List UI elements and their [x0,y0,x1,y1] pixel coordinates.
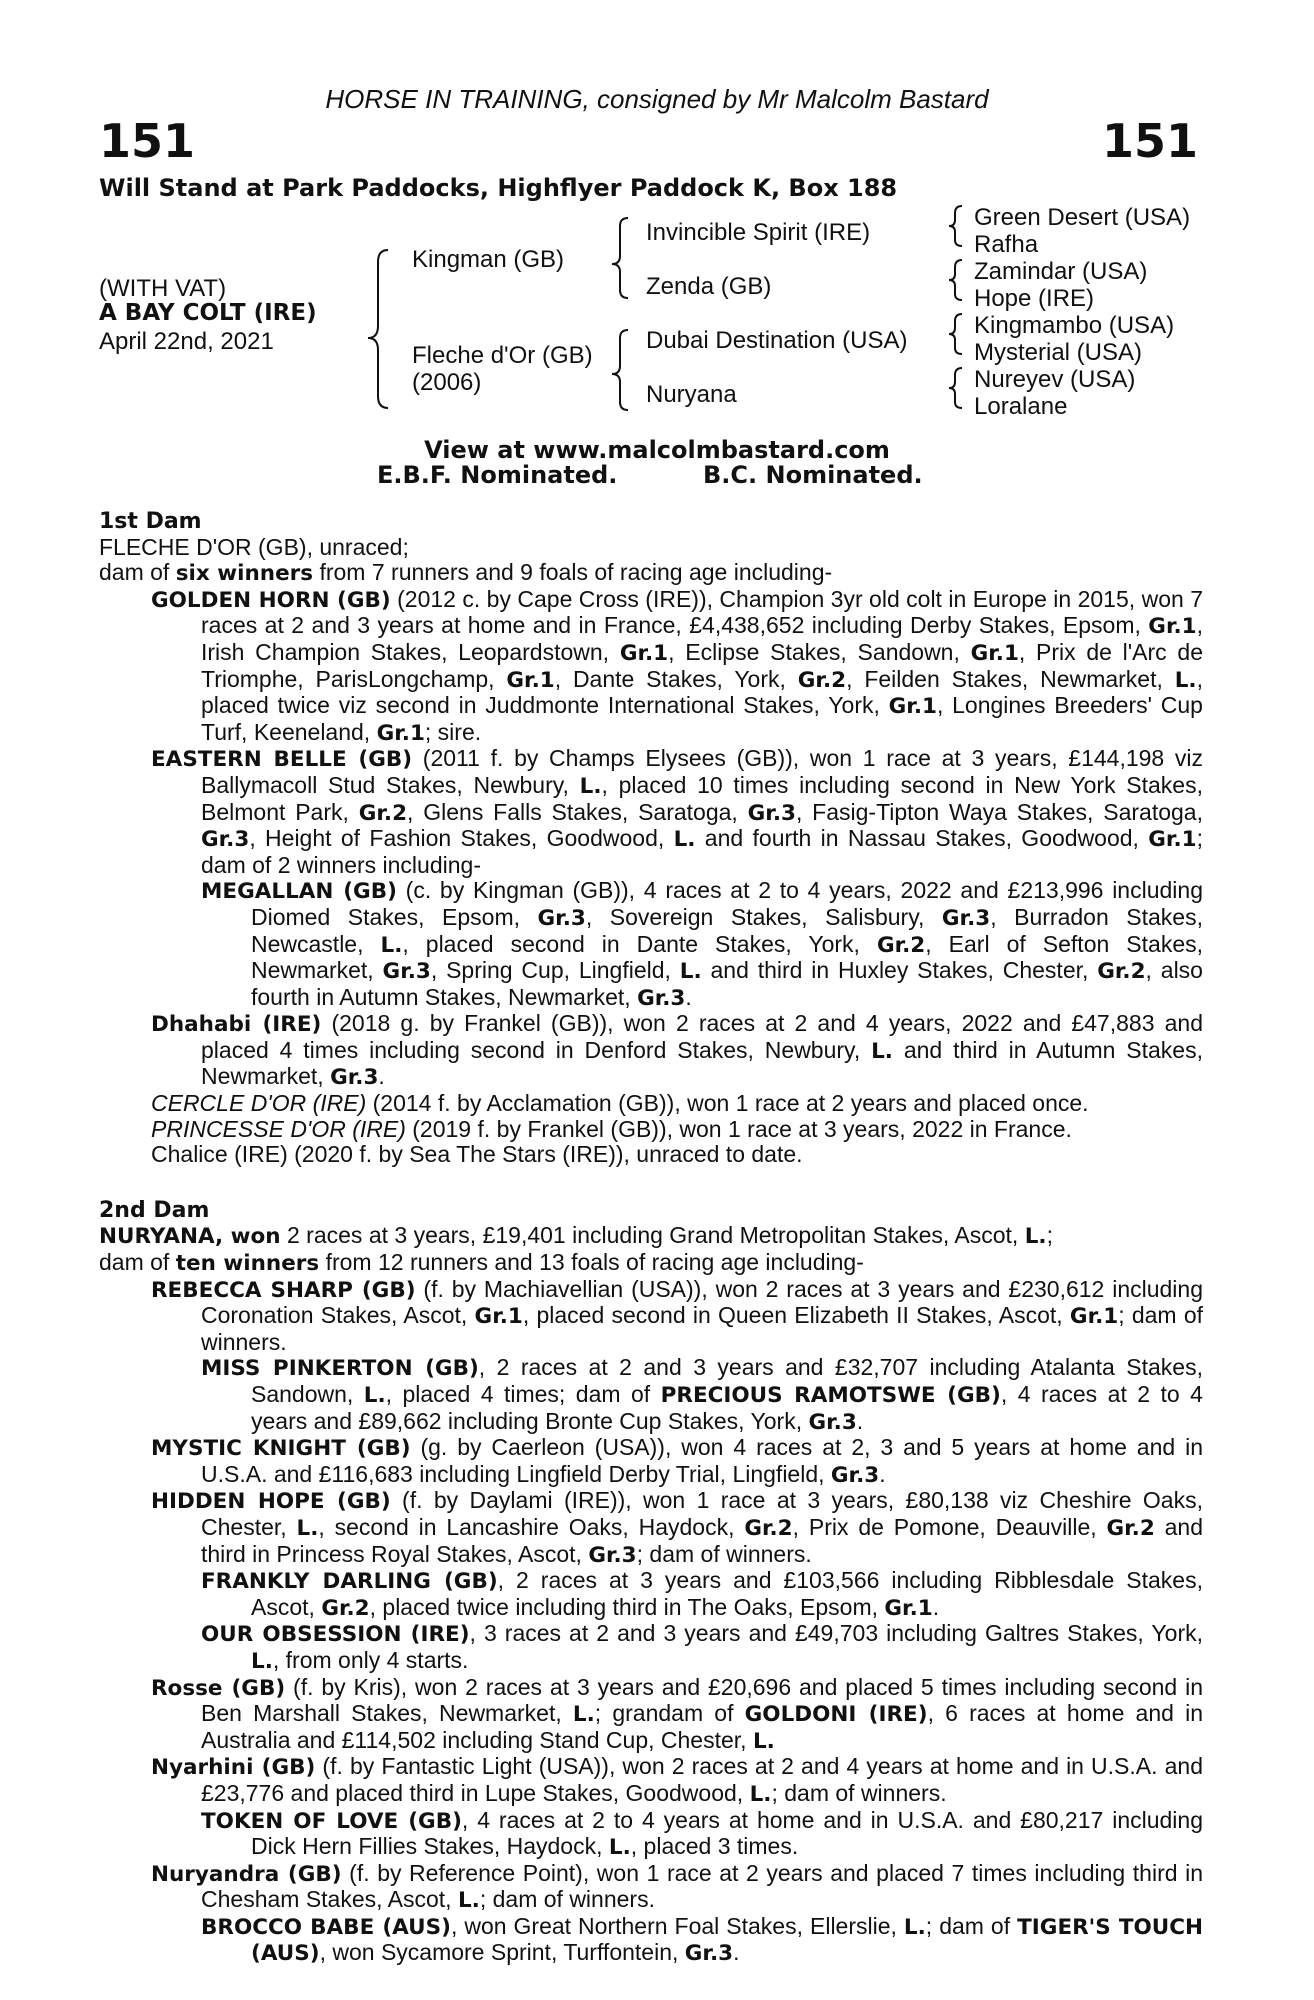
bracket-main [368,250,388,408]
entry-mystic-knight: MYSTIC KNIGHT (GB) (g. by Caerleon (USA)), won 4 races at 2, 3 and 5 years at home and in U.S.A. and £116,683 including Lingfield Derby Trial, Lingfield, Gr.3. [151,1434,1203,1488]
entry-frankly-darling: FRANKLY DARLING (GB), 2 races at 3 years and £103,566 including Ribblesdale Stakes, Ascot, Gr.2, placed twice including third in The Oaks, Epsom, Gr.1. [201,1567,1203,1621]
sss: Green Desert (USA) [974,204,1191,231]
dam1-line: FLECHE D'OR (GB), unraced; [99,533,409,560]
ddd: Loralane [974,393,1068,420]
horse-dob: April 22nd, 2021 [99,328,274,355]
dam-dam: Nuryana [646,381,737,408]
bracket-sd [949,260,962,300]
ssd: Rafha [974,231,1039,258]
entry-dhahabi: Dhahabi (IRE) (2018 g. by Frankel (GB)), won 2 races at 2 and 4 years, 2022 and £47,883 and placed 4 times including second in Denford Stakes, Newbury, L. and third in Autumn Stakes, Newmarket, Gr.3. [151,1010,1203,1091]
bracket-ds [949,314,962,354]
entry-rebecca-sharp: REBECCA SHARP (GB) (f. by Machiavellian (USA)), won 2 races at 3 years and £230,612 including Coronation Stakes, Ascot, Gr.1, placed second in Queen Elizabeth II Stakes, Ascot, Gr.1; dam of winners. [151,1275,1203,1355]
first-dam-heading: 1st Dam [99,509,202,534]
sire: Kingman (GB) [412,246,565,273]
sire-dam: Zenda (GB) [646,273,772,300]
dss: Kingmambo (USA) [974,312,1175,339]
dam2-produce: dam of ten winners from 12 runners and 13 foals of racing age including- [99,1249,864,1277]
entry-princesse-dor: PRINCESSE D'OR (IRE) (2019 f. by Frankel (GB)), won 1 race at 3 years, 2022 in France. [151,1115,1072,1142]
stand-location: Will Stand at Park Paddocks, Highflyer Paddock K, Box 188 [99,174,898,202]
dam2-line: NURYANA, won 2 races at 3 years, £19,401 including Grand Metropolitan Stakes, Ascot, L.; [99,1222,1053,1250]
entry-nyarhini: Nyarhini (GB) (f. by Fantastic Light (USA)), won 2 races at 2 and 4 years at home and in U.S.A. and £23,776 and placed third in Lupe Stakes, Goodwood, L.; dam of winners. [151,1753,1203,1807]
bracket-dam [612,330,628,410]
vat-note: (WITH VAT) [99,275,227,302]
sdd: Hope (IRE) [974,285,1095,312]
dam1-produce: dam of six winners from 7 runners and 9 foals of racing age including- [99,559,833,587]
dsd: Mysterial (USA) [974,339,1143,366]
sire-sire: Invincible Spirit (IRE) [646,219,871,246]
bc-nominated: B.C. Nominated. [703,461,923,489]
view-link[interactable]: View at www.malcolmbastard.com [424,436,890,464]
horse-name: A BAY COLT (IRE) [99,300,317,326]
page-header: HORSE IN TRAINING, consigned by Mr Malcolm Bastard [325,84,989,114]
entry-cercle-dor: CERCLE D'OR (IRE) (2014 f. by Acclamation (GB)), won 1 race at 2 years and placed once. [151,1090,1089,1117]
entry-miss-pinkerton: MISS PINKERTON (GB), 2 races at 2 and 3 years and £32,707 including Atalanta Stakes, Sandown, L., placed 4 times; dam of PRECIOUS RAMOTSWE (GB), 4 races at 2 to 4 years and £89,662 including Bronte Cup Stakes, York, Gr.3. [201,1354,1203,1435]
entry-golden-horn: GOLDEN HORN (GB) (2012 c. by Cape Cross (IRE)), Champion 3yr old colt in Europe in 2015, won 7 races at 2 and 3 years at home and in France, £4,438,652 including Derby Stakes, Epsom, Gr.1, Irish Champion Stakes, Leopardstown, Gr.1, Eclipse Stakes, Sandown, Gr.1, Prix de l'Arc de Triomphe, ParisLongchamp, Gr.1, Dante Stakes, York, Gr.2, Feilden Stakes, Newmarket, L., placed twice viz second in Juddmonte International Stakes, York, Gr.1, Longines Breeders' Cup Turf, Keeneland, Gr.1; sire. [151,585,1203,746]
entry-rosse: Rosse (GB) (f. by Kris), won 2 races at 3 years and £20,696 and placed 5 times including second in Ben Marshall Stakes, Newmarket, L.; grandam of GOLDONI (IRE), 6 races at home and in Australia and £114,502 including Stand Cup, Chester, L. [151,1673,1203,1754]
entry-eastern-belle: EASTERN BELLE (GB) (2011 f. by Champs Elysees (GB)), won 1 race at 3 years, £144,198 viz Ballymacoll Stud Stakes, Newbury, L., placed 10 times including second in New York Stakes, Belmont Park, Gr.2, Glens Falls Stakes, Saratoga, Gr.3, Fasig-Tipton Waya Stakes, Saratoga, Gr.3, Height of Fashion Stakes, Goodwood, L. and fourth in Nassau Stakes, Goodwood, Gr.1; dam of 2 winners including- [151,745,1203,878]
bracket-ss [949,206,962,246]
bracket-sire [612,218,628,298]
entry-hidden-hope: HIDDEN HOPE (GB) (f. by Daylami (IRE)), won 1 race at 3 years, £80,138 viz Cheshire Oaks, Chester, L., second in Lancashire Oaks, Haydock, Gr.2, Prix de Pomone, Deauville, Gr.2 and third in Princess Royal Stakes, Ascot, Gr.3; dam of winners. [151,1487,1203,1568]
sds: Zamindar (USA) [974,258,1148,285]
entry-token-of-love: TOKEN OF LOVE (GB), 4 races at 2 to 4 years at home and in U.S.A. and £80,217 including Dick Hern Fillies Stakes, Haydock, L., placed 3 times. [201,1806,1203,1861]
ebf-nominated: E.B.F. Nominated. [377,461,618,489]
lot-number-left: 151 [99,114,196,168]
entry-our-obsession: OUR OBSESSION (IRE), 3 races at 2 and 3 years and £49,703 including Galtres Stakes, York, L., from only 4 starts. [201,1620,1204,1674]
entry-megallan: MEGALLAN (GB) (c. by Kingman (GB)), 4 races at 2 to 4 years, 2022 and £213,996 including Diomed Stakes, Epsom, Gr.3, Sovereign Stakes, Salisbury, Gr.3, Burradon Stakes, Newcastle, L., placed second in Dante Stakes, York, Gr.2, Earl of Sefton Stakes, Newmarket, Gr.3, Spring Cup, Lingfield, L. and third in Huxley Stakes, Chester, Gr.2, also fourth in Autumn Stakes, Newmarket, Gr.3. [201,877,1203,1011]
dds: Nureyev (USA) [974,366,1136,393]
catalogue-body [99,509,1203,1967]
dam-sire: Dubai Destination (USA) [646,327,908,354]
entry-chalice: Chalice (IRE) (2020 f. by Sea The Stars (IRE)), unraced to date. [151,1141,803,1168]
entry-brocco-babe: BROCCO BABE (AUS), won Great Northern Foal Stakes, Ellerslie, L.; dam of TIGER'S TOUCH (AUS), won Sycamore Sprint, Turffontein, Gr.3. [201,1912,1204,1967]
dam-year: (2006) [412,369,482,396]
lot-number-right: 151 [1101,114,1198,168]
dam: Fleche d'Or (GB) [412,342,593,369]
bracket-dd [949,368,962,408]
entry-nuryandra: Nuryandra (GB) (f. by Reference Point), won 1 race at 2 years and placed 7 times including third in Chesham Stakes, Ascot, L.; dam of winners. [151,1859,1203,1914]
second-dam-heading: 2nd Dam [99,1197,210,1223]
